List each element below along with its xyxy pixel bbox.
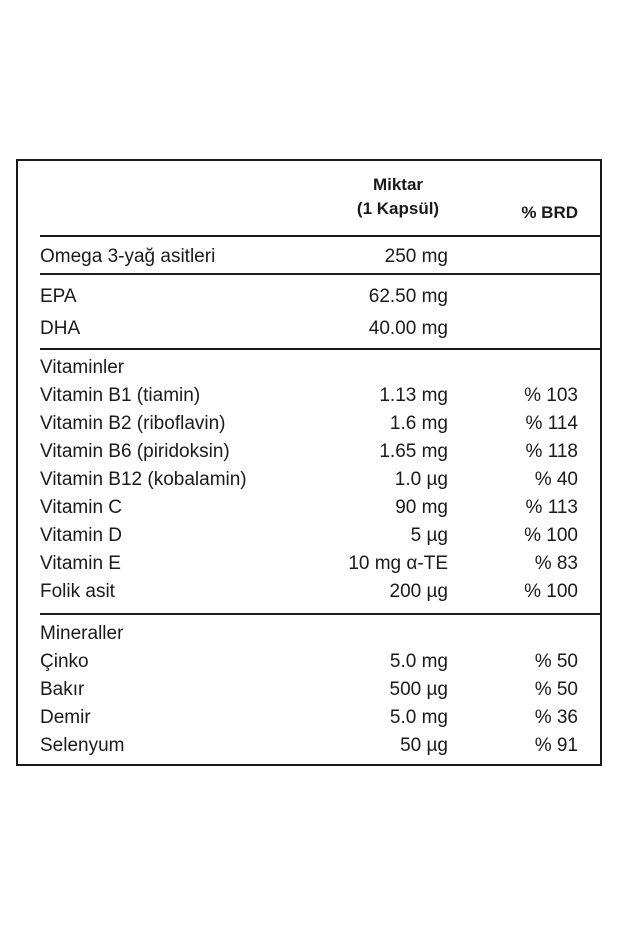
nutrient-name: DHA [40,318,81,339]
section-heading-minerals [40,620,578,648]
nutrient-name: Vitamin E [40,553,121,574]
table-row-zinc [40,648,578,676]
nutrient-name: Vitamin B1 (tiamin) [40,385,201,406]
nutrient-amount: 200 µg [389,581,448,602]
nutrient-amount: 250 mg [384,246,448,267]
table-row-vitamin-e [40,550,578,578]
nutrient-brd: % 50 [534,679,578,700]
table-row-epa [40,283,578,311]
table-row-vitamin-b2 [40,410,578,438]
nutrient-amount: 10 mg α-TE [348,553,448,574]
amount-column-header [348,173,448,221]
table-row-selenium [40,732,578,760]
nutrient-name: Vitamin B2 (riboflavin) [40,413,226,434]
nutrient-amount: 1.6 mg [389,413,448,434]
nutrition-table [16,159,602,766]
table-row-vitamin-b1 [40,382,578,410]
nutrient-amount: 62.50 mg [368,286,448,307]
nutrient-amount: 5.0 mg [389,707,448,728]
nutrient-name: Vitamin C [40,497,123,518]
vitamins-divider [40,613,600,615]
nutrient-amount: 500 µg [389,679,448,700]
section-heading-vitamins [40,354,578,382]
amount-header-label: Miktar [372,175,424,194]
nutrient-name: Çinko [40,651,89,672]
fatty-acids-divider [40,348,600,350]
nutrient-name: Vitamin B12 (kobalamin) [40,469,247,490]
section-title: Mineraller [40,623,124,644]
nutrient-name: Vitamin D [40,525,123,546]
nutrient-name: Vitamin B6 (piridoksin) [40,441,230,462]
nutrient-brd: % 103 [524,385,578,406]
section-title: Vitaminler [40,357,125,378]
table-row-vitamin-d [40,522,578,550]
nutrient-brd: % 91 [534,735,578,756]
brd-column-header: % BRD [521,203,578,222]
nutrient-name: Folik asit [40,581,115,602]
table-row-copper [40,676,578,704]
table-row-iron [40,704,578,732]
nutrient-brd: % 100 [524,525,578,546]
nutrient-brd: % 100 [524,581,578,602]
nutrient-amount: 1.0 µg [394,469,448,490]
table-row-vitamin-b6 [40,438,578,466]
omega-divider [40,273,600,275]
nutrient-brd: % 36 [534,707,578,728]
nutrient-amount: 5.0 mg [389,651,448,672]
table-row-vitamin-b12 [40,466,578,494]
nutrient-amount: 50 µg [400,735,448,756]
nutrient-name: Demir [40,707,91,728]
table-row-dha [40,315,578,343]
nutrient-amount: 1.65 mg [379,441,448,462]
table-row-folic-acid [40,578,578,606]
nutrient-amount: 40.00 mg [368,318,448,339]
nutrient-name: EPA [40,286,77,307]
nutrient-amount: 90 mg [395,497,448,518]
nutrient-name: Selenyum [40,735,125,756]
nutrient-amount: 5 µg [410,525,448,546]
table-row-vitamin-c [40,494,578,522]
table-row-omega3 [40,243,578,271]
nutrient-brd: % 114 [525,413,578,434]
nutrient-name: Bakır [40,679,85,700]
nutrient-amount: 1.13 mg [379,385,448,406]
nutrient-brd: % 50 [534,651,578,672]
amount-header-serving: (1 Kapsül) [356,199,440,218]
nutrient-name: Omega 3-yağ asitleri [40,246,216,267]
nutrient-brd: % 113 [525,497,578,518]
header-divider [40,235,600,237]
nutrient-brd: % 40 [534,469,578,490]
nutrient-brd: % 83 [534,553,578,574]
nutrient-brd: % 118 [525,441,578,462]
